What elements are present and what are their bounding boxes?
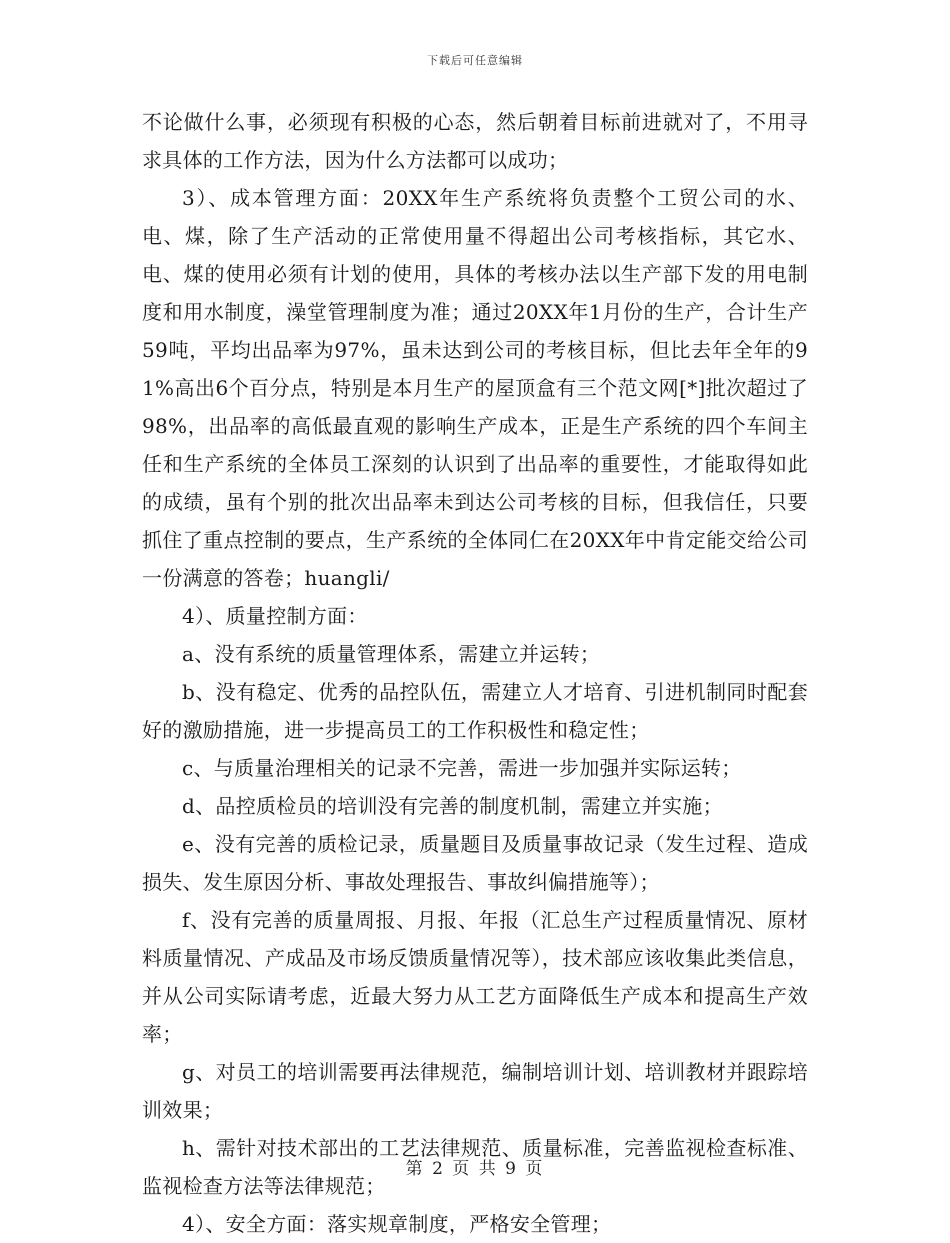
paragraph: b、没有稳定、优秀的品控队伍，需建立人才培育、引进机制同时配套好的激励措施，进一步提高员工的工作积极性和稳定性； [142,680,808,742]
page-header: 下载后可任意编辑 [427,54,523,67]
paragraph: a、没有系统的质量管理体系，需建立并运转； [182,642,601,666]
paragraph: c、与质量治理相关的记录不完善，需进一步加强并实际运转； [182,756,742,780]
paragraph: 不论做什么事，必须现有积极的心态，然后朝着目标前进就对了，不用寻求具体的工作方法，因为什么方法都可以成功； [142,110,808,172]
paragraph: 4）、安全方面：落实规章制度，严格安全管理； [182,1212,612,1236]
paragraph: f、没有完善的质量周报、月报、年报（汇总生产过程质量情况、原材料质量情况、产成品及市场反馈质量情况等），技术部应该收集此类信息，并从公司实际请考虑，近最大努力从工艺方面降低生产成本和提高生产效率； [142,908,808,1046]
paragraph: h、需针对技术部出的工艺法律规范、质量标准，完善监视检查标准、监视检查方法等法律规范； [142,1136,808,1198]
paragraph: d、品控质检员的培训没有完善的制度机制，需建立并实施； [182,794,723,818]
page-number: 第 2 页 共 9 页 [405,1159,545,1179]
paragraph: e、没有完善的质检记录，质量题目及质量事故记录（发生过程、造成损失、发生原因分析、事故处理报告、事故纠偏措施等）； [142,832,808,894]
paragraph: 4）、质量控制方面： [182,604,368,628]
paragraph: 3）、成本管理方面：20XX年生产系统将负责整个工贸公司的水、电、煤，除了生产活动的正常使用量不得超出公司考核指标，其它水、电、煤的使用必须有计划的使用，具体的考核办法以生产部下发的用电制度和用水制度，澡堂管理制度为准；通过20XX年1月份的生产，合计生产59吨，平均出品率为97%，虽未达到公司的考核目标，但比去年全年的91%高出6个百分点，特别是本月生产的屋顶盒有三个范文网[*]批次超过了98%，出品率的高低最直观的影响生产成本，正是生产系统的四个车间主任和生产系统的全体员工深刻的认识到了出品率的重要性，才能取得如此的成绩，虽有个别的批次出品率未到达公司考核的目标，但我信任，只要抓住了重点控制的要点，生产系统的全体同仁在20XX年中肯定能交给公司一份满意的答卷；huangli/ [142,186,808,590]
paragraph: g、对员工的培训需要再法律规范，编制培训计划、培训教材并跟踪培训效果； [142,1060,808,1122]
document-body [142,103,808,1243]
